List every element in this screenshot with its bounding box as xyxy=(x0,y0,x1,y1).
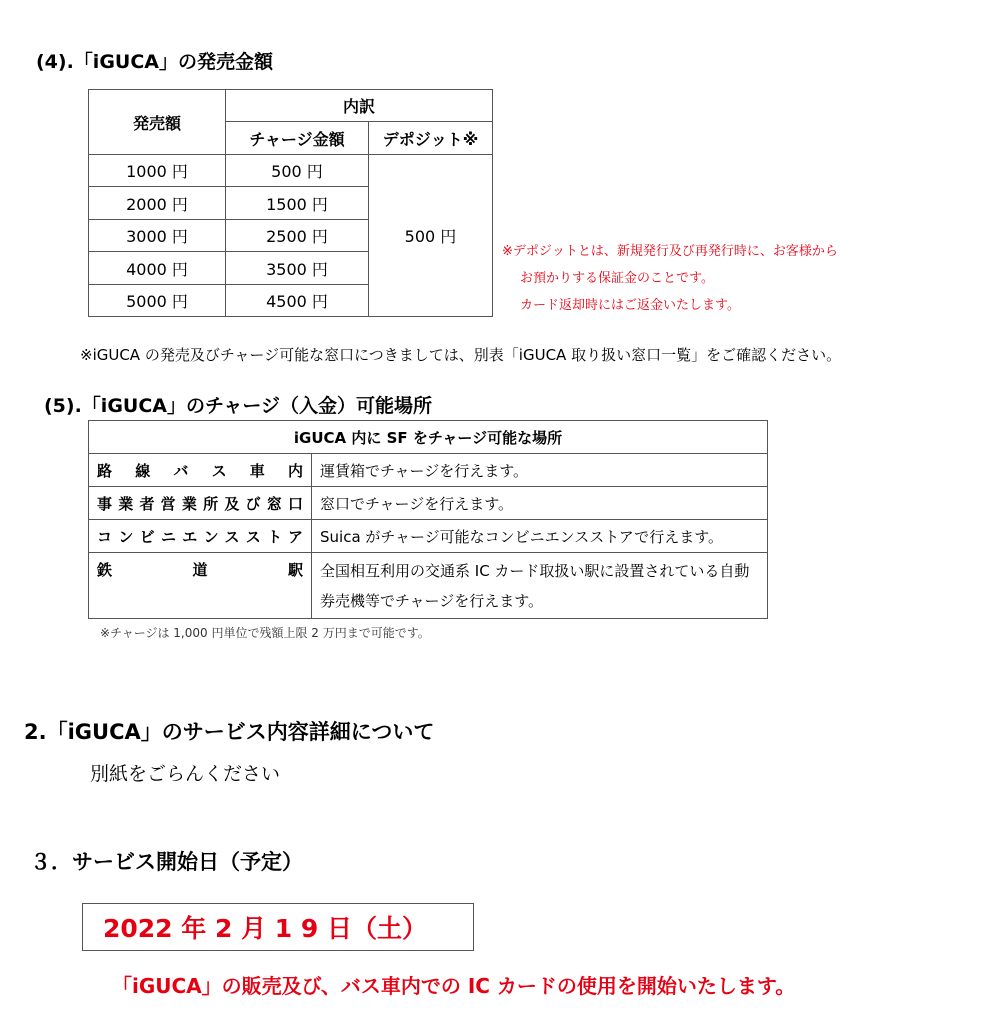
table-cell-sales: 3000 円 xyxy=(89,220,226,252)
place-desc: 窓口でチャージを行えます。 xyxy=(312,487,768,520)
charge-place-table xyxy=(88,420,768,619)
table-cell-deposit: 500 円 xyxy=(369,155,493,317)
service-start-date-text: 2022 年 2 月 1 9 日（土） xyxy=(103,914,427,943)
window-note: ※iGUCA の発売及びチャージ可能な窓口につきましては、別表「iGUCA 取り扱い窓口一覧」をご確認ください。 xyxy=(80,346,842,364)
deposit-note-line3: カード返却時にはご返金いたします。 xyxy=(520,298,740,313)
place-name: 路線バス車内 xyxy=(89,454,312,487)
place-name: 事業者営業所及び窓口 xyxy=(89,487,312,520)
table-cell-charge: 1500 円 xyxy=(226,187,369,220)
table-cell-sales: 2000 円 xyxy=(89,187,226,220)
col-breakdown-header: 内訳 xyxy=(226,90,493,122)
table-cell-charge: 3500 円 xyxy=(226,252,369,285)
place-desc: 全国相互利用の交通系 IC カード取扱い駅に設置されている自動券売機等でチャージを行えます。 xyxy=(312,553,768,619)
col-charge-header: チャージ金額 xyxy=(226,122,369,155)
table-cell-sales: 5000 円 xyxy=(89,285,226,317)
table-cell-sales: 1000 円 xyxy=(89,155,226,187)
place-desc: Suica がチャージ可能なコンビニエンスストアで行えます。 xyxy=(312,520,768,553)
closing-statement: 「iGUCA」の販売及び、バス車内での IC カードの使用を開始いたします。 xyxy=(112,974,796,998)
place-name: コンビニエンスストア xyxy=(89,520,312,553)
table-cell-charge: 2500 円 xyxy=(226,220,369,252)
place-table-header: iGUCA 内に SF をチャージ可能な場所 xyxy=(89,421,768,454)
deposit-note-line2: お預かりする保証金のことです。 xyxy=(520,271,714,286)
col-deposit-header: デポジット※ xyxy=(369,122,493,155)
price-table xyxy=(88,89,493,317)
service-start-date xyxy=(82,903,474,951)
table-cell-charge: 4500 円 xyxy=(226,285,369,317)
section4-heading: (4).「iGUCA」の発売金額 xyxy=(36,51,273,73)
place-name: 鉄道駅 xyxy=(89,553,312,619)
table-cell-sales: 4000 円 xyxy=(89,252,226,285)
col-sales-header: 発売額 xyxy=(89,90,226,155)
table-cell-charge: 500 円 xyxy=(226,155,369,187)
section2-heading: 2.「iGUCA」のサービス内容詳細について xyxy=(24,720,435,744)
section3-heading: ３．サービス開始日（予定） xyxy=(30,850,303,874)
section5-heading: (5).「iGUCA」のチャージ（入金）可能場所 xyxy=(44,395,433,417)
section2-body: 別紙をごらんください xyxy=(90,763,281,785)
place-desc: 運賃箱でチャージを行えます。 xyxy=(312,454,768,487)
charge-limit-note: ※チャージは 1,000 円単位で残額上限 2 万円まで可能です。 xyxy=(100,626,430,640)
deposit-note-line1: ※デポジットとは、新規発行及び再発行時に、お客様から xyxy=(502,244,838,259)
